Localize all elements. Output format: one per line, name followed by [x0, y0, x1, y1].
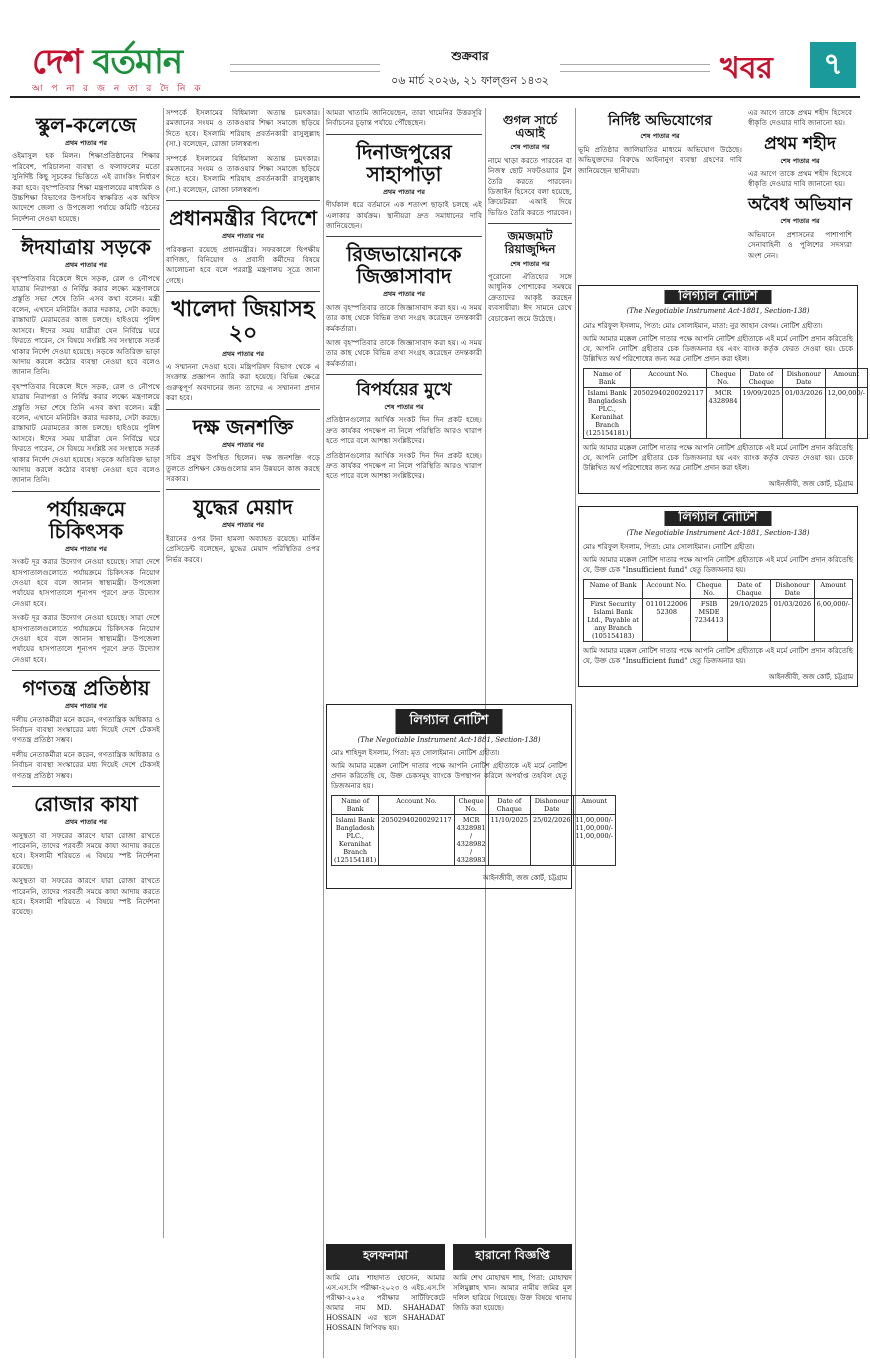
- cheque-table: [583, 368, 868, 439]
- byline: প্রথম পাতার পর: [222, 521, 264, 530]
- byline: প্রথম পাতার পর: [65, 139, 107, 147]
- byline: শেষ পাতার পর: [780, 156, 820, 165]
- masthead: [10, 40, 860, 98]
- lost-notice-ad: [449, 1244, 572, 1313]
- article-body: এ সম্মাননা দেওয়া হবে। মন্ত্রিপরিষদ বিভাগ থেকে এ সংক্রান্ত প্রজ্ঞাপন জারি করা হয়েছে। বিভিন্ন ক্ষেত্রে গুরুত্বপূর্ণ অবদানের জন্য তাদের এ সম্মাননা প্রদান করা হবে।: [166, 362, 320, 403]
- article-body: সংকট দূর করার উদ্যোগ নেওয়া হয়েছে। সারা দেশে হাসপাতালগুলোতে পর্যায়ক্রমে চিকিৎসক নিয়োগ দেওয়া হবে বলে জানান স্বাস্থ্যমন্ত্রী। উপজেলা পর্যায়ের হাসপাতালে শূন্যপদ পূরণে দ্রুত উদ্যোগ নেওয়া হবে।: [12, 557, 160, 608]
- notice-recipient: মোঃ শরিফুল ইসলাম, পিতা: মোঃ সোলাইমান। নোটিশ গ্রহীতা।: [583, 543, 755, 552]
- article-body: এর আগে তাকে প্রথম শহীদ হিসেবে স্বীকৃতি দেওয়ার দাবি জানানো হয়।: [748, 168, 852, 189]
- byline: প্রথম পাতার পর: [65, 818, 107, 827]
- article-body: বৃহস্পতিবার বিকেলে ঈদে সড়ক, রেল ও নৌপথে যাত্রায় নিরাপত্তা ও নির্বিঘ্ন করার লক্ষ্যে মন্ত্রণালয়ে প্রস্তুতি সভা শেষে তিনি এসব কথা বলেন। মন্ত্রী বলেন, এখানে মনিটরিং করার দরকার, সেটা করছে। রাস্তাঘাট মেরামতের কাজ চলছে। হাইওয়ে পুলিশ আসবে। ঈদের সময় যাত্রীরা যেন নির্বিঘ্নে ঘরে ফিরতে পারেন, সে বিষয়ে সংশ্লিষ্ট সব সংস্থাকে সতর্ক থাকার নির্দেশ দেওয়া হয়েছে। সড়কে অতিরিক্ত ভাড়া আদায় করলে কঠোর ব্যবস্থা নেওয়া হবে বলেও জানান তিনি।: [12, 381, 160, 485]
- byline: শেষ পাতার পর: [780, 217, 820, 226]
- page-number: ৭: [810, 42, 856, 88]
- headline[interactable]: জমজমাট রিয়াজুদ্দিন: [504, 229, 556, 257]
- affidavit-title: হলফনামা: [326, 1244, 445, 1270]
- byline: শেষ পাতার পর: [384, 402, 424, 411]
- table-header: Date of Chaque: [488, 796, 530, 815]
- article-body: প্রতিষ্ঠানগুলোর আর্থিক সংকট দিন দিন প্রকট হচ্ছে। দ্রুত কার্যকর পদক্ষেপ না নিলে পরিস্থিতি আরও খারাপ হতে পারে বলে আশঙ্কা সংশ্লিষ্টদের।: [326, 450, 482, 481]
- legal-notice-3: [578, 506, 858, 687]
- byline: প্রথম পাতার পর: [383, 187, 425, 196]
- logo-desh: দেশ: [32, 42, 82, 82]
- headline[interactable]: গণতন্ত্র প্রতিষ্ঠায়: [22, 676, 150, 701]
- divider: [326, 236, 482, 237]
- notice-body: আমি আমার মক্কেল নোটিশ দাতার পক্ষে আপনি নোটিশ গ্রহীতাকে এই মর্মে নোটিশ প্রদান করিতেছি যে, আপনি নোটিশ গ্রহীতার চেক ডিজঅনার হয় এবং ব্যাংক কর্তৃক ফেরত দেওয়া হয়। চেকে উল্লিখিত অর্থ পরিশোধের জন্য অত্র নোটিশ প্রদান করা হইল।: [583, 334, 853, 363]
- table-header: Name of Bank: [584, 368, 631, 387]
- article-body: বৃহস্পতিবার বিকেলে ঈদে সড়ক, রেল ও নৌপথে যাত্রায় নিরাপত্তা ও নির্বিঘ্ন করার লক্ষ্যে মন্ত্রণালয়ে প্রস্তুতি সভা শেষে তিনি এসব কথা বলেন। মন্ত্রী বলেন, এখানে মনিটরিং করার দরকার, সেটা করছে। রাস্তাঘাট মেরামতের কাজ চলছে। হাইওয়ে পুলিশ আসবে। ঈদের সময় যাত্রীরা যেন নির্বিঘ্নে ঘরে ফিরতে পারেন, সে বিষয়ে সংশ্লিষ্ট সব সংস্থাকে সতর্ক থাকার নির্দেশ দেওয়া হয়েছে। সড়কে অতিরিক্ত ভাড়া আদায় করলে কঠোর ব্যবস্থা নেওয়া হবে বলেও জানান তিনি।: [12, 273, 160, 377]
- headline[interactable]: দক্ষ জনশক্তি: [192, 414, 294, 439]
- headline[interactable]: বিপর্যয়ের মুখে: [356, 380, 452, 401]
- notice-signer: আইনজীবী, জজ কোর্ট, চট্টগ্রাম: [768, 479, 853, 488]
- divider: [326, 374, 482, 375]
- table-header: Name of Bank: [584, 580, 643, 599]
- article-body: সচিব প্রমুখ উপস্থিত ছিলেন। দক্ষ জনশক্তি গড়ে তুলতে প্রশিক্ষণ কেন্দ্রগুলোর মান উন্নয়নে কাজ করছে সরকার।: [166, 453, 320, 483]
- table-header: Dishonour Date: [531, 796, 573, 815]
- classifieds-strip: [326, 1244, 572, 1333]
- column-3: [326, 108, 482, 1238]
- notice-subtitle: (The Negotiable Instrument Act-1881, Section-138): [626, 307, 810, 316]
- byline: প্রথম পাতার পর: [383, 290, 425, 299]
- table-row: Islami Bank Bangladesh PLC., Keranihat Branch (125154181) 20502940200292117 MCR 4328981 / 4328982 / 4328983 11/10/2025 25/02/2026 11,00,000/- 11,00,000/- 11,00,000/-: [332, 815, 616, 866]
- legal-notice-1: [578, 285, 865, 494]
- byline: প্রথম পাতার পর: [222, 440, 264, 449]
- divider: [166, 409, 320, 410]
- article-body: অসুস্থতা বা সফরের কারণে যারা রোজা রাখতে পারেননি, তাদের পরবর্তী সময়ে কাযা আদায় করতে হবে। ইসলামী শরিয়তে এ বিষয়ে স্পষ্ট নির্দেশনা রয়েছে।: [12, 830, 160, 871]
- table-header: Cheque No.: [706, 368, 740, 387]
- headline[interactable]: প্রথম শহীদ: [764, 133, 836, 154]
- table-header: Date of Chaque: [727, 580, 770, 599]
- logo-tagline: আ প না র জ ন তা র দৈ নি ক: [32, 84, 204, 94]
- affidavit-ad: [326, 1244, 449, 1333]
- column-divider: [323, 108, 324, 1358]
- notice-recipient: মোঃ শাহিদুল ইসলাম, পিতা: মৃত সোলাইমান। নোটিশ গ্রহীতা।: [331, 749, 500, 757]
- table-header: Account No.: [643, 580, 691, 599]
- table-header: Amount: [573, 796, 615, 815]
- notice-signer: আইনজীবী, জজ কোর্ট, চট্টগ্রাম: [768, 673, 853, 682]
- divider: [488, 223, 572, 224]
- byline: শেষ পাতার পর: [510, 259, 550, 268]
- headline[interactable]: রিজভায়োনকে জিজ্ঞাসাবাদ: [346, 242, 462, 289]
- table-header: Dishonour Date: [783, 368, 825, 387]
- legal-notice-2: [326, 700, 613, 889]
- table-header: Cheque No.: [691, 580, 728, 599]
- table-header: Dishonour Date: [771, 580, 814, 599]
- table-header: Cheque No.: [454, 796, 488, 815]
- notice-body: আমি আমার মক্কেল নোটিশ দাতার পক্ষে আপনি নোটিশ গ্রহীতাকে এই মর্মে নোটিশ প্রদান করিতেছি যে, উক্ত চেক "Insufficient fund" হেতু ডিজঅনার হয়।: [583, 556, 853, 575]
- article-body: পরিকল্পনা রয়েছে প্রধানমন্ত্রীর। সফরকালে দ্বিপক্ষীয় বাণিজ্য, বিনিয়োগ ও প্রবাসী কর্মীদের বিষয়ে আলোচনা হবে বলে পররাষ্ট্র মন্ত্রণালয় সূত্রে জানা গেছে।: [166, 244, 320, 285]
- headline[interactable]: পর্যায়ক্রমে চিকিৎসক: [46, 496, 126, 543]
- article-body: আমরা খাতামি জানিয়েছেন, তারা খামেনির উত্তরসূরি নির্বাচনের চূড়ান্ত পর্যায়ে পৌঁছেছেন।: [326, 108, 482, 128]
- notice-body: আমি আমার মক্কেল নোটিশ দাতার পক্ষে আপনি নোটিশ গ্রহীতাকে এই মর্মে নোটিশ প্রদান করিতেছি যে, আপনি নোটিশ গ্রহীতার চেক ডিজঅনার হয় এবং ব্যাংক কর্তৃক ফেরত দেওয়া হয়। চেকে উল্লিখিত অর্থ পরিশোধের জন্য অত্র নোটিশ প্রদান করা হইল।: [583, 443, 853, 472]
- table-header: Amount: [825, 368, 867, 387]
- article-body: সম্পর্কে ইসলামের বিধিমালা অত্যন্ত চমৎকার। রমজানের সংযম ও তাকওয়ার শিক্ষা সমাজে ছড়িয়ে দিতে হবে। ইসলামি শরিয়াহ প্রবর্তনকারী রাসুলুল্লাহ (সা.) বলেছেন, রোজা ঢালস্বরূপ।: [166, 108, 320, 149]
- byline: প্রথম পাতার পর: [65, 261, 107, 270]
- lost-notice-title: হারানো বিজ্ঞপ্তি: [453, 1244, 572, 1270]
- dateline: [220, 48, 720, 91]
- article-body: পুরোনো ঐতিহ্যের সঙ্গে আধুনিক পোশাকের সমন্বয়ে ক্রেতাদের আকৃষ্ট করছেন ব্যবসায়ীরা। ঈদ সামনে রেখে বেচাকেনা জমে উঠেছে।: [488, 272, 572, 323]
- notice-recipient: মোঃ শরিফুল ইসলাম, পিতা: মোঃ সোলাইমান, মাতা: নুর জাহান বেগম। নোটিশ গ্রহীতা।: [583, 321, 823, 330]
- table-header: Name of Bank: [332, 796, 379, 815]
- divider: [12, 229, 160, 230]
- column-1: [12, 108, 160, 1358]
- lost-notice-body: আমি শেখ মোহাম্মদ শাহ, পিতা: মোহাম্মদ সলিমুল্লাহ খান। আমার নামীয় জমির মূল দলিল হারিয়ে গিয়েছে। উক্ত বিষয়ে থানায় জিডি করা হয়েছে।: [453, 1274, 572, 1312]
- notice-title: লিগ্যাল নোটিশ: [665, 511, 772, 525]
- article-body: ওইমাসুল হক মিলন। শিক্ষাপ্রতিষ্ঠানের শিক্ষার পরিবেশ, পরিচালনা ব্যবস্থা ও ফলাফলের মতো সুনির্দিষ্ট কিছু সূচকের ভিত্তিতে এই র‌্যাংকিং নির্ধারণ করা হবে। বৃহস্পতিবার শিক্ষা মন্ত্রণালয়ের মাধ্যমিক ও উচ্চশিক্ষা বিভাগের উপসচিব স্বাক্ষরিত এক অফিস আদেশে জেলা ও উপজেলা পর্যায়ে কমিটি গঠনের নির্দেশনা দেওয়া হয়েছে।: [12, 151, 160, 223]
- divider: [166, 489, 320, 490]
- column-5: [578, 108, 865, 1358]
- byline: প্রথম পাতার পর: [222, 349, 264, 358]
- issue-date: ০৬ মার্চ ২০২৬, ২১ ফাল্গুন ১৪৩২: [391, 74, 549, 87]
- table-header: Date of Cheque: [740, 368, 782, 387]
- logo-bortoman: বর্তমান: [92, 42, 183, 82]
- divider: [12, 670, 160, 671]
- notice-signer: আইনজীবী, জজ কোর্ট, চট্টগ্রাম: [482, 874, 567, 882]
- headline[interactable]: স্কুল-কলেজে: [35, 113, 137, 137]
- article-body: দলীয় নেতাকর্মীরা মনে করেন, গণতান্ত্রিক অধিকার ও নির্বাচন ব্যবস্থা সংস্কারের মধ্য দিয়েই দেশে টেকসই গণতন্ত্র প্রতিষ্ঠা সম্ভব।: [12, 749, 160, 780]
- headline[interactable]: খালেদা জিয়াসহ ২০: [171, 297, 315, 347]
- cheque-table: [583, 579, 853, 642]
- byline: প্রথম পাতার পর: [65, 544, 107, 553]
- notice-title: লিগ্যাল নোটিশ: [665, 290, 772, 304]
- article-body: অভিযানে প্রশাসনের পাশাপাশি সেনাবাহিনী ও পুলিশের সদস্যরা অংশ নেন।: [748, 229, 852, 260]
- headline[interactable]: প্রধানমন্ত্রীর বিদেশে: [169, 206, 317, 231]
- notice-title: লিগ্যাল নোটিশ: [396, 709, 503, 734]
- headline[interactable]: অবৈধ অভিযান: [748, 194, 852, 215]
- divider: [326, 134, 482, 135]
- byline: প্রথম পাতার পর: [222, 232, 264, 241]
- headline[interactable]: ঈদযাত্রায় সড়কে: [21, 235, 151, 260]
- article-body: ইরানের ওপর টানা হামলা অব্যাহত রয়েছে। মার্কিন প্রেসিডেন্ট বলেছেন, যুদ্ধের মেয়াদ পরিস্থিতির ওপর নির্ভর করবে।: [166, 533, 320, 564]
- headline[interactable]: দিনাজপুরের সাহাপাড়া: [356, 139, 452, 186]
- divider: [12, 491, 160, 492]
- notice-body: আমি আমার মক্কেল নোটিশ দাতার পক্ষে আপনি নোটিশ গ্রহীতাকে এই মর্মে নোটিশ প্রদান করিতেছি যে, উক্ত চেকসমূহ ব্যাংকে উপস্থাপন করিলে অপর্যাপ্ত তহবিল হেতু ডিজঅনার হয়।: [331, 762, 567, 790]
- article-body: আজ বৃহস্পতিবার তাকে জিজ্ঞাসাবাদ করা হয়। এ সময় তার কাছ থেকে বিভিন্ন তথ্য সংগ্রহ করেছেন তদন্তকারী কর্মকর্তারা।: [326, 302, 482, 333]
- column-2: [166, 108, 320, 1358]
- affidavit-body: আমি মোঃ শাহাদাত হোসেন, আমার এস.এস.সি পরীক্ষা-২০২৩ ও এইচ.এস.সি পরীক্ষা-২০২৫ পরীক্ষার সার্টিফিকেটে আমার নাম MD. SHAHADAT HOSSAIN এর স্থলে SHAHADAT HOSSAIN লিপিবদ্ধ হয়।: [326, 1274, 445, 1332]
- headline[interactable]: নির্দিষ্ট অভিযোগের: [608, 113, 712, 129]
- section-title: খবর: [720, 51, 773, 86]
- byline: প্রথম পাতার পর: [65, 702, 107, 711]
- notice-body: আমি আমার মক্কেল নোটিশ দাতার পক্ষে আপনি নোটিশ গ্রহীতাকে এই মর্মে নোটিশ প্রদান করিতেছি যে, উক্ত চেক "Insufficient fund" হেতু ডিজঅনার হয়।: [583, 647, 853, 666]
- notice-subtitle: (The Negotiable Instrument Act-1881, Section-138): [626, 528, 810, 537]
- newspaper-logo[interactable]: [32, 44, 212, 94]
- table-header: Account No.: [631, 368, 706, 387]
- column-divider: [575, 108, 576, 1358]
- table-header: Amount: [814, 580, 852, 599]
- column-divider: [163, 108, 164, 1238]
- table-row: Islami Bank Bangladesh PLC., Keranihat Branch (125154181) 20502940200292117 MCR 4328984 19/09/2025 01/03/2026 12,00,000/-: [584, 387, 868, 438]
- divider: [12, 786, 160, 787]
- cheque-table: [331, 795, 616, 866]
- table-row: First Security Islami Bank Ltd., Payable at any Branch (105154183) 0110122006 52308 FSIB MSDE 7234413 29/10/2025 01/03/2026 6,00,000/-: [584, 599, 853, 642]
- article-body: অসুস্থতা বা সফরের কারণে যারা রোজা রাখতে পারেননি, তাদের পরবর্তী সময়ে কাযা আদায় করতে হবে। ইসলামী শরিয়তে এ বিষয়ে স্পষ্ট নির্দেশনা রয়েছে।: [12, 876, 160, 917]
- headline[interactable]: যুদ্ধের মেয়াদ: [193, 495, 293, 520]
- article-body: এর আগে তাকে প্রথম শহীদ হিসেবে স্বীকৃতি দেওয়ার দাবি জানানো হয়।: [748, 108, 852, 128]
- headline[interactable]: রোজার কাযা: [34, 792, 138, 817]
- column-4: [488, 108, 572, 1238]
- article-body: দীর্ঘকাল ধরে বর্তমানে এক শতাংশ ছাড়াই চলছে এই এলাকার কার্যক্রম। স্থানীয়রা দ্রুত সমাধানের দাবি জানিয়েছেন।: [326, 200, 482, 231]
- article-body: প্রতিষ্ঠানগুলোর আর্থিক সংকট দিন দিন প্রকট হচ্ছে। দ্রুত কার্যকর পদক্ষেপ না নিলে পরিস্থিতি আরও খারাপ হতে পারে বলে আশঙ্কা সংশ্লিষ্টদের।: [326, 415, 482, 446]
- article-body: দলীয় নেতাকর্মীরা মনে করেন, গণতান্ত্রিক অধিকার ও নির্বাচন ব্যবস্থা সংস্কারের মধ্য দিয়েই দেশে টেকসই গণতন্ত্র প্রতিষ্ঠা সম্ভব।: [12, 714, 160, 745]
- table-header: Account No.: [379, 796, 454, 815]
- divider: [166, 291, 320, 292]
- divider: [166, 200, 320, 201]
- article-body: নামে খাড়া করতে পারবেন বা নিজস্ব ছোট সফটওয়্যার টুল তৈরি করতে পারবেন। ডিজাইন হিসেবে বলা হয়েছে, ক্রিয়েটররা এআই দিয়ে ভিডিও তৈরি করতে পারবেন।: [488, 155, 572, 217]
- column-divider: [485, 108, 486, 1238]
- issue-day: শুক্রবার: [451, 49, 489, 63]
- headline[interactable]: গুগল সার্চে এআই: [502, 113, 558, 141]
- notice-subtitle: (The Negotiable Instrument Act-1881, Section-138): [357, 736, 541, 744]
- article-body: সংকট দূর করার উদ্যোগ নেওয়া হয়েছে। সারা দেশে হাসপাতালগুলোতে পর্যায়ক্রমে চিকিৎসক নিয়োগ দেওয়া হবে বলে জানান স্বাস্থ্যমন্ত্রী। উপজেলা পর্যায়ের হাসপাতালে শূন্যপদ পূরণে দ্রুত উদ্যোগ নেওয়া হবে।: [12, 613, 160, 664]
- article-body: ভূমি প্রতিষ্ঠার জালিয়াতির মাধ্যমে অভিযোগ উঠেছে। অভিযুক্তদের বিরুদ্ধে আইনানুগ ব্যবস্থা গ্রহণের দাবি জানিয়েছেন স্থানীয়রা।: [578, 144, 742, 175]
- byline: শেষ পাতার পর: [510, 143, 550, 152]
- byline: শেষ পাতার পর: [640, 132, 680, 141]
- article-body: আজ বৃহস্পতিবার তাকে জিজ্ঞাসাবাদ করা হয়। এ সময় তার কাছ থেকে বিভিন্ন তথ্য সংগ্রহ করেছেন তদন্তকারী কর্মকর্তারা।: [326, 338, 482, 368]
- article-body: সম্পর্কে ইসলামের বিধিমালা অত্যন্ত চমৎকার। রমজানের সংযম ও তাকওয়ার শিক্ষা সমাজে ছড়িয়ে দিতে হবে। ইসলামি শরিয়াহ প্রবর্তনকারী রাসুলুল্লাহ (সা.) বলেছেন, রোজা ঢালস্বরূপ।: [166, 153, 320, 194]
